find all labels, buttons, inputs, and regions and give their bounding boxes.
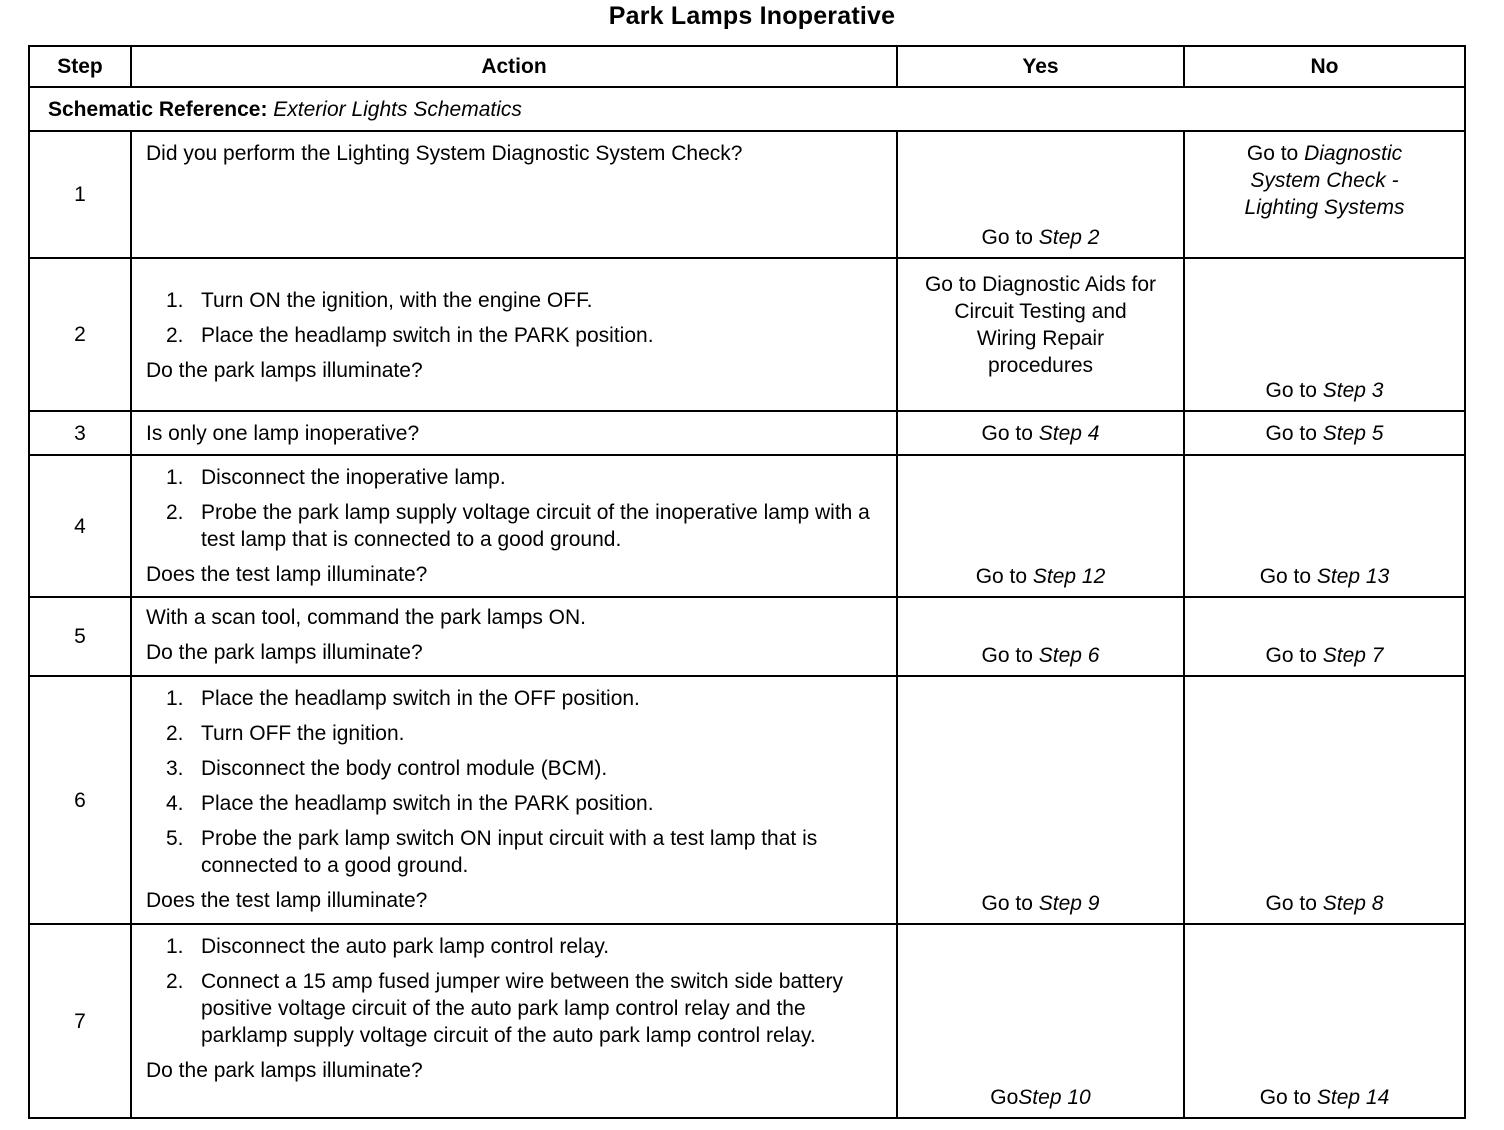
- no-link[interactable]: Step 3: [1322, 379, 1384, 402]
- table-row: [29, 455, 1465, 597]
- action-cell: [131, 455, 897, 597]
- no-prefix: Go to: [1265, 644, 1323, 667]
- table-row: [29, 258, 1465, 411]
- yes-prefix: Go to: [975, 565, 1033, 588]
- action-step-item: 1. Turn ON the ignition, with the engine OFF.: [166, 289, 593, 312]
- action-cell: [131, 131, 897, 258]
- action-cell: [131, 924, 897, 1118]
- header-row: [29, 46, 1465, 87]
- no-cell: [1184, 131, 1465, 258]
- table-row: [29, 676, 1465, 924]
- yes-link[interactable]: Step 4: [1038, 421, 1100, 445]
- page-title: Park Lamps Inoperative: [608, 2, 896, 30]
- no-cell: [1184, 258, 1465, 411]
- action-cell: [131, 411, 897, 455]
- action-step-item: 3. Disconnect the body control module (BCM).: [166, 757, 608, 780]
- schematic-reference: [29, 87, 1465, 131]
- yes-text[interactable]: Go to Diagnostic Aids for Circuit Testing and Wiring Repair procedures: [924, 273, 1157, 377]
- yes-cell: [897, 411, 1184, 455]
- no-prefix: Go to: [1265, 379, 1323, 402]
- no-link[interactable]: Diagnostic System Check - Lighting Systems: [1244, 142, 1405, 219]
- header-yes: Yes: [897, 46, 1184, 87]
- action-step-item: 2. Connect a 15 amp fused jumper wire between the switch side battery positive voltage circuit of the auto park lamp control relay and the parklamp supply voltage circuit of the auto park lamp control relay.: [166, 970, 844, 1047]
- yes-prefix: Go to: [981, 226, 1039, 249]
- yes-cell: [897, 455, 1184, 597]
- action-steps: [146, 287, 882, 349]
- action-question: Does the test lamp illuminate?: [146, 889, 428, 912]
- yes-link[interactable]: Step 10: [1018, 1086, 1091, 1109]
- action-question: Did you perform the Lighting System Diagnostic System Check?: [146, 142, 743, 165]
- no-prefix: Go to: [1265, 892, 1323, 915]
- action-step-item: 5. Probe the park lamp switch ON input circuit with a test lamp that is connected to a good ground.: [166, 827, 818, 877]
- no-cell: [1184, 676, 1465, 924]
- yes-cell: [897, 131, 1184, 258]
- no-prefix: Go to: [1265, 421, 1323, 445]
- diagnostic-table: [28, 45, 1466, 1119]
- no-link[interactable]: Step 14: [1316, 1086, 1390, 1109]
- no-prefix: Go to: [1259, 565, 1317, 588]
- action-cell: [131, 258, 897, 411]
- action-question: Do the park lamps illuminate?: [146, 1059, 423, 1082]
- yes-prefix: Go to: [981, 892, 1039, 915]
- no-link[interactable]: Step 5: [1322, 421, 1384, 445]
- table-row: [29, 131, 1465, 258]
- table-row: [29, 924, 1465, 1118]
- yes-prefix: Go to: [981, 644, 1039, 667]
- yes-prefix: Go: [990, 1086, 1019, 1109]
- yes-cell: [897, 676, 1184, 924]
- yes-prefix: Go to: [981, 421, 1039, 445]
- action-step-item: 4. Place the headlamp switch in the PARK position.: [166, 792, 654, 815]
- schematic-link[interactable]: Exterior Lights Schematics: [273, 97, 522, 121]
- yes-link[interactable]: Step 9: [1038, 892, 1100, 915]
- no-prefix: Go to: [1246, 142, 1305, 165]
- no-cell: [1184, 597, 1465, 676]
- action-step-item: 2. Turn OFF the ignition.: [166, 722, 405, 745]
- table-row: [29, 411, 1465, 455]
- step-number: 4: [29, 455, 131, 597]
- action-steps: [146, 464, 882, 553]
- step-number: 5: [29, 597, 131, 676]
- action-steps: [146, 685, 882, 879]
- action-step-item: 1. Disconnect the inoperative lamp.: [166, 466, 506, 489]
- step-number: 7: [29, 924, 131, 1118]
- action-steps: [146, 933, 882, 1049]
- action-intro: With a scan tool, command the park lamps ON.: [146, 606, 587, 629]
- action-question: Does the test lamp illuminate?: [146, 563, 428, 586]
- header-action: Action: [131, 46, 897, 87]
- header-no: No: [1184, 46, 1465, 87]
- header-step: Step: [29, 46, 131, 87]
- no-link[interactable]: Step 13: [1316, 565, 1390, 588]
- action-step-item: 2. Probe the park lamp supply voltage circuit of the inoperative lamp with a test lamp that is connected to a good ground.: [166, 501, 870, 551]
- action-step-item: 2. Place the headlamp switch in the PARK position.: [166, 324, 654, 347]
- step-number: 2: [29, 258, 131, 411]
- action-step-item: 1. Disconnect the auto park lamp control relay.: [166, 935, 610, 958]
- no-cell: [1184, 411, 1465, 455]
- yes-link[interactable]: Step 12: [1032, 565, 1106, 588]
- yes-cell: [897, 597, 1184, 676]
- yes-link[interactable]: Step 6: [1038, 644, 1100, 667]
- step-number: 3: [29, 411, 131, 455]
- schematic-row: [29, 87, 1465, 131]
- no-link[interactable]: Step 7: [1322, 644, 1384, 667]
- no-cell: [1184, 924, 1465, 1118]
- step-number: 6: [29, 676, 131, 924]
- action-cell: [131, 676, 897, 924]
- action-question: Do the park lamps illuminate?: [146, 641, 423, 664]
- yes-cell: [897, 258, 1184, 411]
- no-prefix: Go to: [1259, 1086, 1317, 1109]
- action-question: Do the park lamps illuminate?: [146, 359, 423, 382]
- action-question: Is only one lamp inoperative?: [146, 421, 420, 445]
- action-cell: [131, 597, 897, 676]
- yes-cell: [897, 924, 1184, 1118]
- step-number: 1: [29, 131, 131, 258]
- action-step-item: 1. Place the headlamp switch in the OFF position.: [166, 687, 640, 710]
- no-link[interactable]: Step 8: [1322, 892, 1384, 915]
- table-row: [29, 597, 1465, 676]
- schematic-label: Schematic Reference:: [48, 97, 268, 121]
- yes-link[interactable]: Step 2: [1038, 226, 1100, 249]
- no-cell: [1184, 455, 1465, 597]
